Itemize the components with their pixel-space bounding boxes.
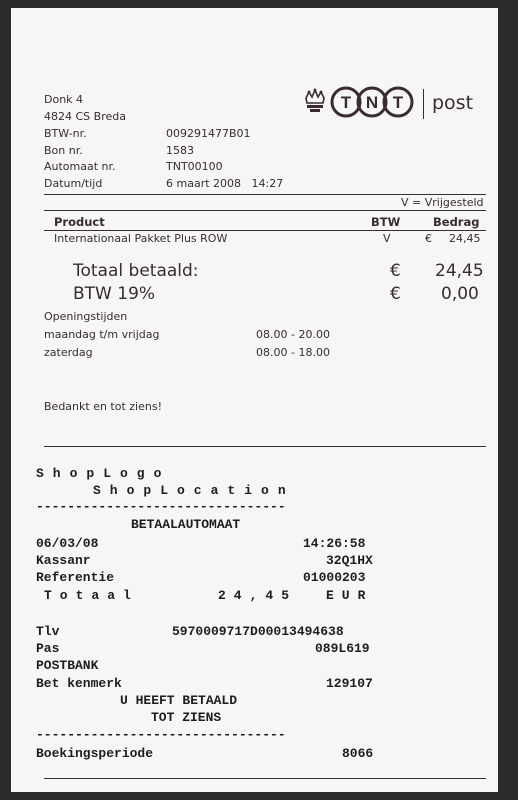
- pin-total-label: Totaal: [44, 588, 139, 603]
- svg-text:N: N: [365, 93, 379, 112]
- item-currency: €: [425, 232, 432, 245]
- svg-text:T: T: [340, 93, 352, 112]
- total-label: Totaal betaald:: [73, 261, 199, 281]
- logo-post-text: post: [432, 92, 474, 114]
- tlv-label: Tlv: [36, 624, 60, 639]
- address-line-1: Donk 4: [44, 93, 84, 106]
- tnt-logo: [330, 86, 414, 118]
- vat-currency: €: [390, 284, 401, 304]
- hours-time: 08.00 - 20.00: [256, 328, 330, 341]
- referentie-label: Referentie: [36, 570, 115, 585]
- pas-label: Pas: [36, 641, 60, 656]
- address-line-2: 4824 CS Breda: [44, 110, 126, 123]
- pin-date: 06/03/08: [36, 536, 99, 551]
- kassanr-label: Kassanr: [36, 553, 91, 568]
- shop-location: ShopLocation: [93, 483, 295, 498]
- thanks-message: Bedankt en tot ziens!: [44, 400, 162, 413]
- item-btw: V: [383, 232, 391, 245]
- item-amount: 24,45: [449, 232, 481, 245]
- paid-message: U HEEFT BETAALD: [120, 693, 238, 708]
- divider: [44, 210, 486, 211]
- bon-nr-value: 1583: [166, 144, 194, 157]
- dashed-separator: --------------------------------: [36, 727, 286, 742]
- tlv-value: 5970009717D00013494638: [172, 624, 344, 639]
- col-product-header: Product: [54, 215, 105, 229]
- pin-time: 14:26:58: [303, 536, 366, 551]
- divider: [44, 230, 486, 231]
- btw-nr-value: 009291477B01: [166, 127, 251, 140]
- pin-total-currency: EUR: [326, 588, 374, 603]
- total-currency: €: [390, 261, 401, 281]
- legend-text: V = Vrijgesteld: [401, 196, 484, 209]
- logo-divider: [423, 89, 424, 119]
- hours-days: zaterdag: [44, 346, 93, 359]
- shop-logo: ShopLogo: [36, 466, 171, 481]
- referentie-value: 01000203: [303, 570, 366, 585]
- item-product: Internationaal Pakket Plus ROW: [54, 232, 228, 245]
- datum-tijd-value: 6 maart 2008 14:27: [166, 177, 284, 190]
- pas-value: 089L619: [315, 641, 370, 656]
- svg-text:T: T: [392, 93, 404, 112]
- kassanr-value: 32Q1HX: [326, 553, 373, 568]
- total-value: 24,45: [435, 261, 484, 281]
- hours-time: 08.00 - 18.00: [256, 346, 330, 359]
- vat-label: BTW 19%: [73, 284, 156, 304]
- btw-nr-label: BTW-nr.: [44, 127, 87, 140]
- period-value: 8066: [342, 746, 374, 761]
- divider: [44, 446, 486, 447]
- automaat-nr-value: TNT00100: [166, 160, 223, 173]
- divider: [44, 778, 486, 779]
- datum-tijd-label: Datum/tijd: [44, 177, 103, 190]
- dashed-separator: --------------------------------: [36, 499, 286, 514]
- divider: [44, 194, 486, 195]
- automaat-nr-label: Automaat nr.: [44, 160, 116, 173]
- crown-icon: [303, 88, 327, 114]
- pin-total-value: 24,45: [218, 588, 298, 603]
- kenmerk-value: 129107: [326, 676, 373, 691]
- col-btw-header: BTW: [371, 215, 401, 229]
- pin-title: BETAALAUTOMAAT: [131, 517, 241, 532]
- goodbye-message: TOT ZIENS: [151, 710, 222, 725]
- bon-nr-label: Bon nr.: [44, 144, 83, 157]
- col-bedrag-header: Bedrag: [433, 215, 480, 229]
- kenmerk-label: Bet kenmerk: [36, 676, 122, 691]
- period-label: Boekingsperiode: [36, 746, 154, 761]
- hours-days: maandag t/m vrijdag: [44, 328, 160, 341]
- vat-value: 0,00: [441, 284, 479, 304]
- bank-name: POSTBANK: [36, 658, 99, 673]
- hours-title: Openingstijden: [44, 310, 128, 323]
